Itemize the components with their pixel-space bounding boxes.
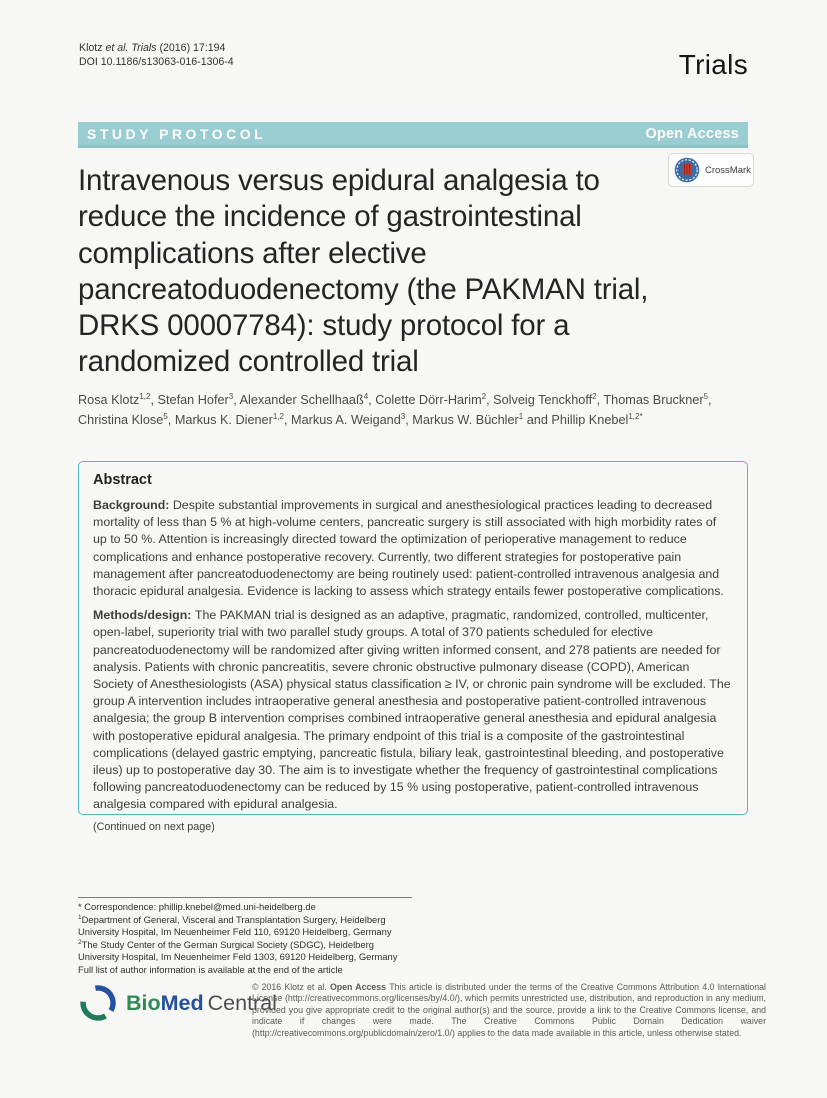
logo-central-text: Central — [207, 990, 277, 1015]
crossmark-badge[interactable] — [668, 153, 754, 187]
citation-block — [79, 41, 234, 69]
author-info-note: Full list of author information is available at the end of the article — [78, 963, 343, 975]
author-list: Rosa Klotz$^{1,2}$, Stefan Hofer$^3$, Alexander Schellhaaß$^4$, Colette Dörr-Harim$^2$, Solveig Tenckhoff$^2$, Thomas Bruckner$^5$, Christina Klose$^5$, Markus K. Diener$^{1,2}$, Markus A. Weigand$^3$, Markus W. Büchler$^1$ and Phillip Knebel$^{1,2*}$ — [78, 391, 712, 427]
article-title: Intravenous versus epidural analgesia to reduce the incidence of gastrointestinal complications after elective pancreatoduodenectomy (the PAKMAN trial, DRKS 00007784): study protocol for a randomized controlled trial — [78, 164, 649, 379]
journal-name: Trials — [678, 49, 748, 80]
affiliation-2: $^2$The Study Center of the German Surgical Society (SDGC), Heidelberg University Hospital, Im Neuenheimer Feld 1303, 69120 Heidelberg, Germany — [78, 938, 398, 963]
footnote-block — [78, 897, 412, 977]
abstract-box — [78, 461, 748, 833]
abstract-methods-paragraph: Methods/design: The PAKMAN trial is designed as an adaptive, pragmatic, randomized, controlled, multicenter, open-label, superiority trial with two parallel study groups. A total of 370 patients scheduled for elective pancreatoduodenectomy will be randomized after giving written informed consent, and 278 patients are needed for analysis. Patients with chronic pancreatitis, severe chronic obstructive pulmonary disease (COPD), American Society of Anesthesiologists (ASA) physical status classification ≥ IV, or chronic pain syndrome will be excluded. The group A intervention includes intraoperative general anesthesia and postoperative patient-controlled intravenous analgesia; the group B intervention comprises combined intraoperative general anesthesia and epidural analgesia with postoperative epidural analgesia. The primary endpoint of this trial is a composite of the gastrointestinal complications (delayed gastric emptying, pancreatic fistula, biliary leak, gastrointestinal bleeding, and postoperative ileus) up to postoperative day 30. The aim is to investigate whether the frequency of gastrointestinal complications following pancreatoduodenectomy can be reduced by 15 % using postoperative, patient-controlled intravenous analgesia compared with epidural analgesia. — [93, 608, 731, 812]
article-type-label: STUDY PROTOCOL — [87, 125, 267, 142]
biomed-central-circle-icon — [78, 983, 118, 1023]
biomed-central-logo — [78, 983, 277, 1023]
license-statement: © 2016 Klotz et al. Open Access This article is distributed under the terms of the Creative Commons Attribution 4.0 International License (http://creativecommons.org/licenses/by/4.0/), which permits unrestricted use, distribution, and reproduction in any medium, provided you give appropriate credit to the original author(s) and the source, provide a link to the Creative Commons license, and indicate if changes were made. The Creative Commons Public Domain Dedication waiver (http://creativecommons.org/publicdomain/zero/1.0/) applies to the data made available in this article, unless otherwise stated. — [252, 982, 766, 1038]
open-access-label: Open Access — [645, 125, 739, 142]
doi-line: DOI 10.1186/s13063-016-1306-4 — [79, 56, 234, 68]
logo-bio-text: Bio — [126, 990, 161, 1015]
article-type-banner — [78, 122, 748, 148]
abstract-background-paragraph: Background: Despite substantial improvements in surgical and anesthesiological practices leading to decreased mortality of less than 5 % at high-volume centers, pancreatic surgery is still associated with high morbidity rates of up to 50 %. Attention is increasingly directed toward the optimization of perioperative management to reduce complications and enhance postoperative recovery. Currently, two different strategies for postoperative pain management after pancreatoduodenectomy are being routinely used: patient-controlled intravenous analgesia and thoracic epidural analgesia. Evidence is lacking to assess which strategy entails fewer postoperative complications. — [93, 498, 724, 599]
abstract-heading: Abstract — [93, 472, 152, 488]
logo-med-text: Med — [160, 990, 204, 1015]
continued-note: (Continued on next page) — [93, 820, 215, 833]
crossmark-icon — [674, 157, 700, 183]
affiliation-1: $^1$Department of General, Visceral and Transplantation Surgery, Heidelberg University Hospital, Im Neuenheimer Feld 110, 69120 Heidelberg, Germany — [78, 913, 392, 938]
crossmark-label: CrossMark — [705, 164, 751, 176]
correspondence-line[interactable]: * Correspondence: phillip.knebel@med.uni-heidelberg.de — [78, 901, 316, 912]
citation-line: Klotz et al. Trials (2016) 17:194 — [79, 42, 226, 54]
